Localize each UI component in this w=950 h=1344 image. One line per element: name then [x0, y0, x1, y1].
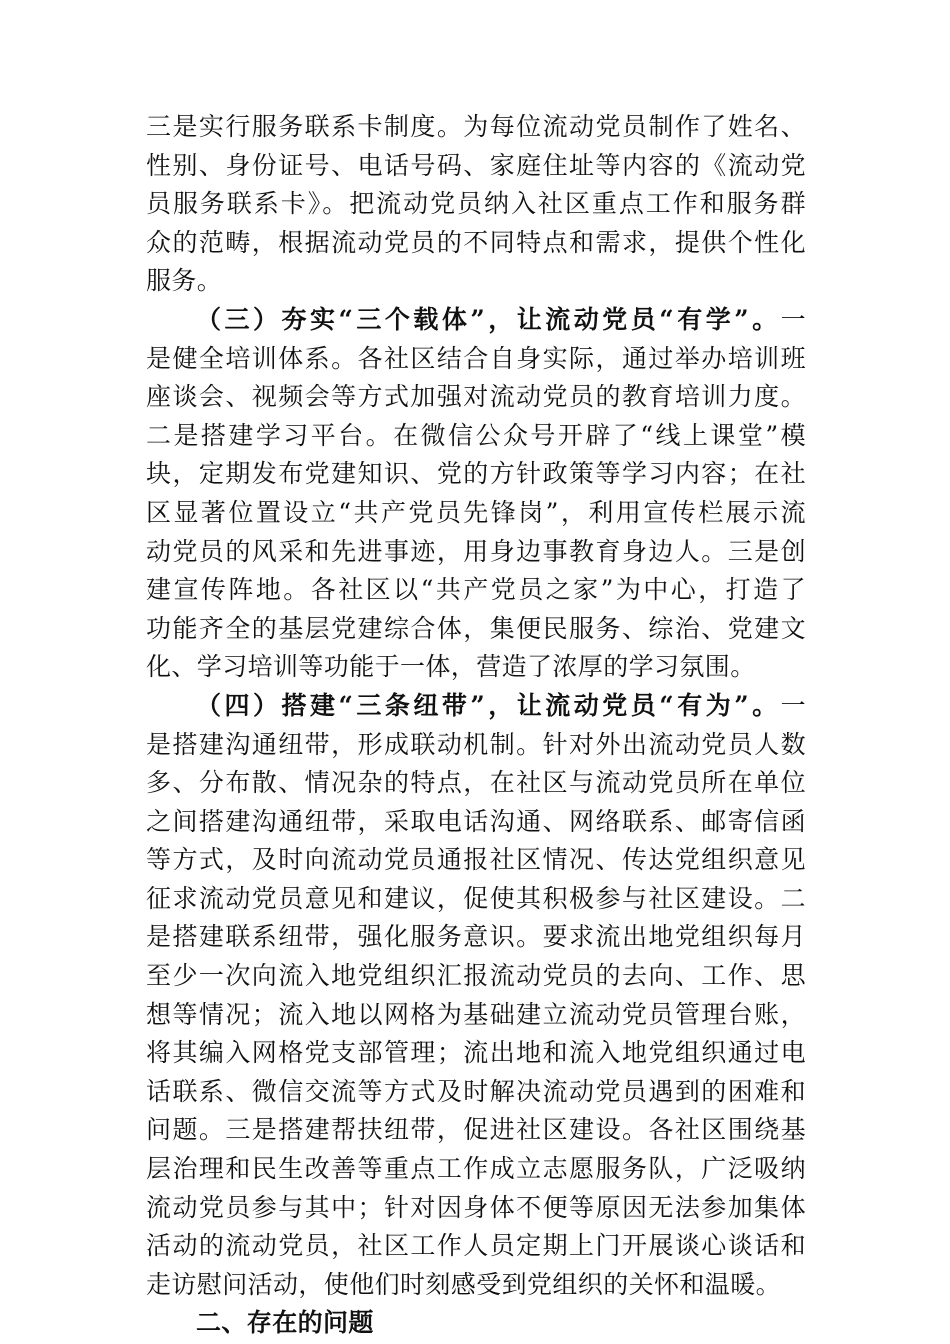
subsection-heading: （四）搭建“三条纽带”，让流动党员“有为”。	[196, 690, 781, 720]
paragraph-first-line	[146, 687, 806, 726]
text-line: 是健全培训体系。各社区结合自身实际，通过举办培训班	[146, 343, 806, 373]
text-line: 动党员的风采和先进事迹，用身边事教育身边人。三是创	[146, 536, 806, 566]
text-line: 流动党员参与其中；针对因身体不便等原因无法参加集体	[146, 1192, 806, 1222]
text-fragment: 一	[780, 304, 806, 334]
text-line: 化、学习培训等功能于一体，营造了浓厚的学习氛围。	[146, 652, 756, 682]
text-line: 走访慰问活动，使他们时刻感受到党组织的关怀和温暖。	[146, 1269, 782, 1299]
text-fragment: 一	[780, 690, 806, 720]
text-line: 将其编入网格党支部管理；流出地和流入地党组织通过电	[146, 1038, 806, 1068]
text-line: 是搭建沟通纽带，形成联动机制。针对外出流动党员人数	[146, 729, 806, 759]
text-line: 区显著位置设立“共产党员先锋岗”，利用宣传栏展示流	[146, 497, 806, 527]
text-line: 功能齐全的基层党建综合体，集便民服务、综治、党建文	[146, 613, 806, 643]
text-line: 之间搭建沟通纽带，采取电话沟通、网络联系、邮寄信函	[146, 806, 806, 836]
text-line: 是搭建联系纽带，强化服务意识。要求流出地党组织每月	[146, 922, 806, 952]
subsection-heading: （三）夯实“三个载体”，让流动党员“有学”。	[196, 304, 781, 334]
text-line: 员服务联系卡》。把流动党员纳入社区重点工作和服务群	[146, 189, 806, 219]
text-line: 二是搭建学习平台。在微信公众号开辟了“线上课堂”模	[146, 420, 806, 450]
text-line: 块，定期发布党建知识、党的方针政策等学习内容；在社	[146, 459, 806, 489]
text-line: 问题。三是搭建帮扶纽带，促进社区建设。各社区围绕基	[146, 1115, 806, 1145]
text-line: 话联系、微信交流等方式及时解决流动党员遇到的困难和	[146, 1076, 806, 1106]
text-line: 座谈会、视频会等方式加强对流动党员的教育培训力度。	[146, 382, 806, 412]
section-heading: 二、存在的问题	[196, 1308, 374, 1338]
text-line: 至少一次向流入地党组织汇报流动党员的去向、工作、思	[146, 961, 806, 991]
text-line: 建宣传阵地。各社区以“共产党员之家”为中心，打造了	[146, 575, 806, 605]
text-line: 三是实行服务联系卡制度。为每位流动党员制作了姓名、	[146, 112, 806, 141]
text-line: 等方式，及时向流动党员通报社区情况、传达党组织意见	[146, 845, 806, 875]
paragraph-three-bonds	[146, 687, 806, 1305]
text-line: 想等情况；流入地以网格为基础建立流动党员管理台账，	[146, 999, 806, 1029]
paragraph-service-card	[146, 108, 806, 301]
text-line: 征求流动党员意见和建议，促使其积极参与社区建设。二	[146, 883, 806, 913]
text-line: 层治理和民生改善等重点工作成立志愿服务队，广泛吸纳	[146, 1154, 806, 1184]
paragraph-three-carriers	[146, 301, 806, 687]
text-line: 服务。	[146, 266, 223, 296]
document-body	[146, 108, 806, 1343]
text-line: 多、分布散、情况杂的特点，在社区与流动党员所在单位	[146, 768, 806, 798]
text-line: 性别、身份证号、电话号码、家庭住址等内容的《流动党	[146, 150, 806, 180]
text-line: 活动的流动党员，社区工作人员定期上门开展谈心谈话和	[146, 1231, 806, 1261]
paragraph-first-line	[146, 301, 806, 340]
text-line: 众的范畴，根据流动党员的不同特点和需求，提供个性化	[146, 227, 806, 257]
